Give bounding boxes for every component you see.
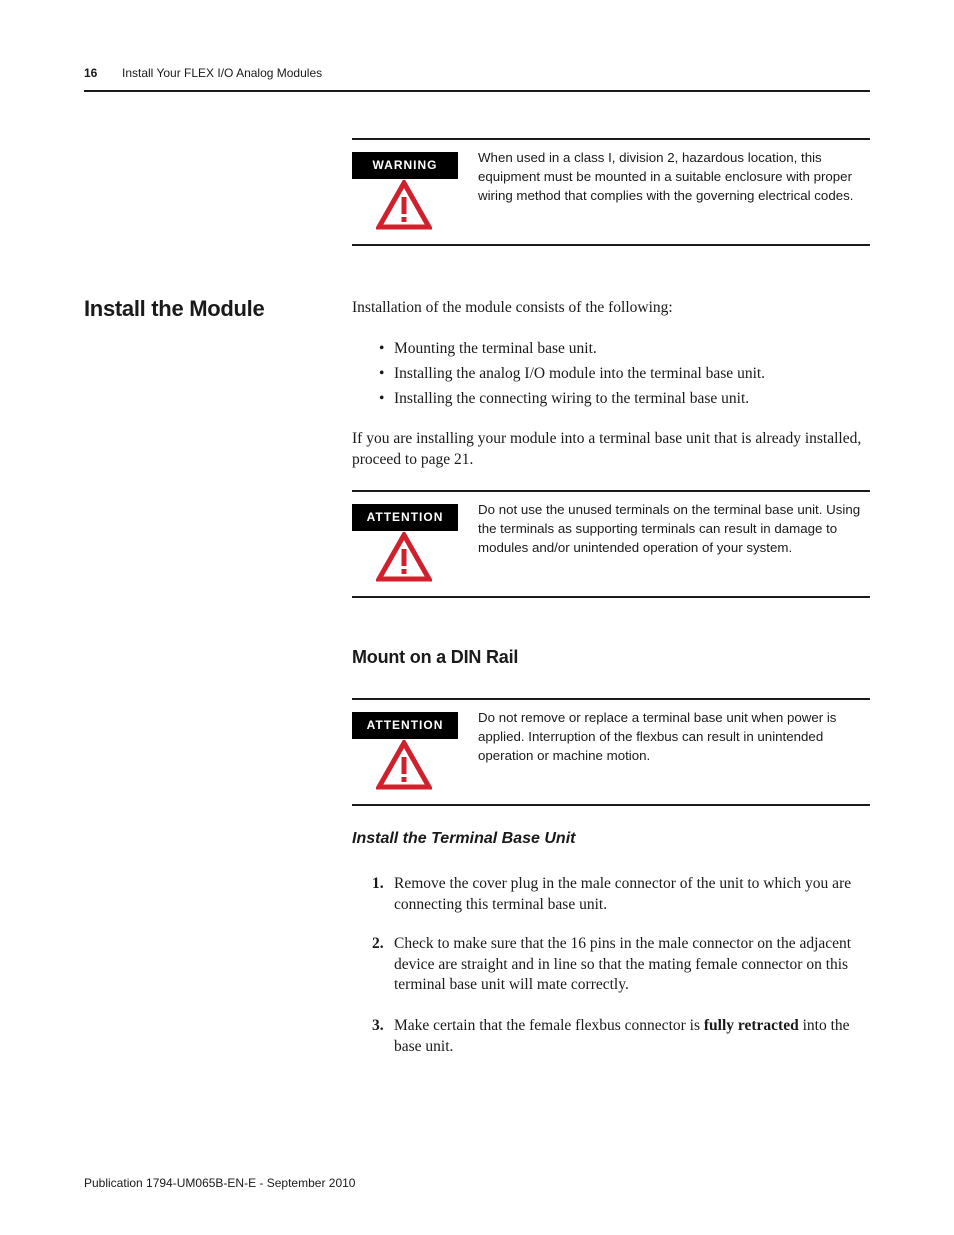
warning-triangle-icon <box>376 180 432 230</box>
step-text <box>394 1016 870 1057</box>
attention-callout <box>352 490 870 598</box>
callout-text: When used in a class I, division 2, hazardous location, this equipment must be mounted in a suitable enclosure with proper wiring method that complies with the governing electrical codes. <box>478 150 854 203</box>
list-item: • Installing the analog I/O module into the terminal base unit. <box>352 364 870 389</box>
step-text: Check to make sure that the 16 pins in the male connector on the adjacent device are straight and in line so that the mating female connector on this terminal base unit will mate correctly. <box>394 935 852 993</box>
step-number: 3. <box>372 1017 384 1034</box>
section-intro: Installation of the module consists of the following: <box>352 299 673 316</box>
list-item: • Installing the connecting wiring to the terminal base unit. <box>352 389 870 414</box>
warning-triangle-icon <box>376 740 432 790</box>
subsection-title: Mount on a DIN Rail <box>352 647 519 667</box>
list-item: • Mounting the terminal base unit. <box>352 339 870 364</box>
step-number: 1. <box>372 875 384 892</box>
bullet-list <box>352 339 870 414</box>
step-text: Remove the cover plug in the male connector of the unit to which you are connecting this terminal base unit. <box>394 875 852 913</box>
callout-label: ATTENTION <box>352 712 458 739</box>
callout-label: ATTENTION <box>352 504 458 531</box>
callout-label: WARNING <box>352 152 458 179</box>
page-footer: Publication 1794-UM065B-EN-E - September 2010 <box>84 1176 356 1190</box>
attention-callout <box>352 698 870 806</box>
running-title: Install Your FLEX I/O Analog Modules <box>122 66 323 80</box>
section-title: Install the Module <box>84 296 265 321</box>
procedure-title: Install the Terminal Base Unit <box>352 830 576 847</box>
callout-text: Do not use the unused terminals on the terminal base unit. Using the terminals as supporting terminals can result in damage to modules and/or unintended operation of your system. <box>478 502 861 555</box>
callout-text: Do not remove or replace a terminal base unit when power is applied. Interruption of the flexbus can result in unintended operation or machine motion. <box>478 710 837 763</box>
step-text-end: into the base unit. <box>394 1017 850 1055</box>
section-note: If you are installing your module into a terminal base unit that is already installed, proceed to page 21. <box>352 430 862 468</box>
warning-callout <box>352 138 870 246</box>
step-number: 2. <box>372 935 384 952</box>
warning-triangle-icon <box>376 532 432 582</box>
step-text-emphasis: fully retracted <box>703 1017 799 1034</box>
page-number: 16 <box>84 66 98 80</box>
page-header <box>84 66 870 92</box>
step-text-start: Make certain that the female flexbus connector is <box>394 1017 704 1034</box>
